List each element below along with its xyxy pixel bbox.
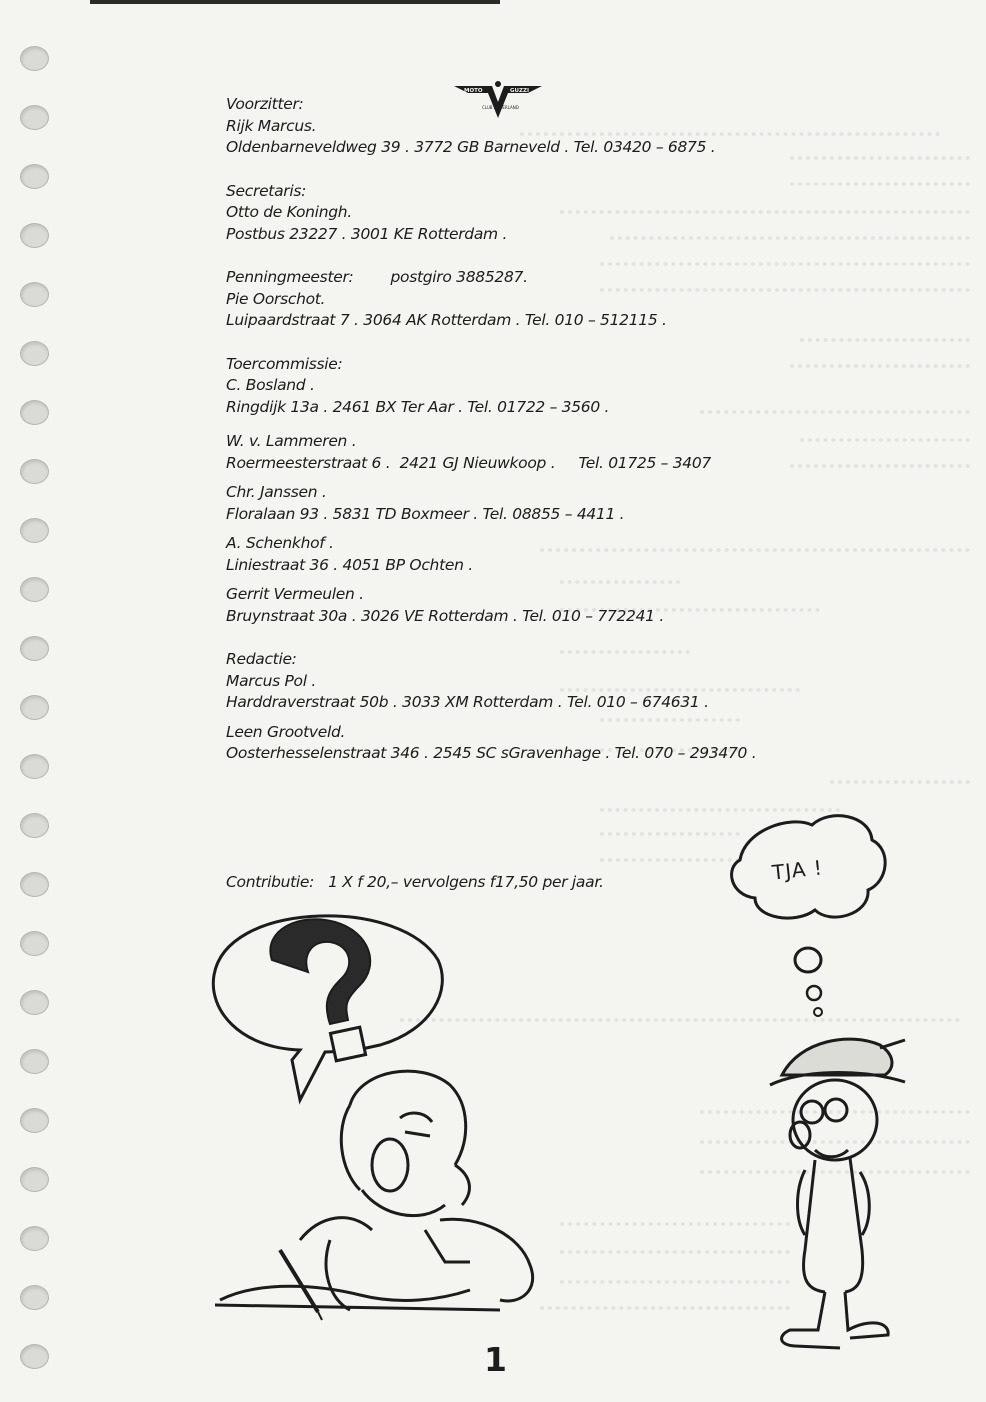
contact-name: Gerrit Vermeulen . xyxy=(226,585,364,603)
contact-address: Liniestraat 36 . 4051 BP Ochten . xyxy=(226,555,473,574)
page-number: 1 xyxy=(484,1340,507,1379)
section-label: Toercommissie: xyxy=(226,354,343,373)
contributie-label: Contributie: xyxy=(226,873,315,891)
contact-name: Otto de Koningh. xyxy=(226,203,352,221)
logo-left-word: MOTO xyxy=(464,88,483,94)
section-label: Penningmeester: postgiro 3885287. xyxy=(226,268,528,286)
contact-address: Luipaardstraat 7 . 3064 AK Rotterdam . Tel. 010 – 512115 . xyxy=(226,311,667,329)
contact-address: Roermeesterstraat 6 . 2421 GJ Nieuwkoop . Tel. 01725 – 3407 xyxy=(226,453,711,472)
question-mark-icon xyxy=(270,919,370,1024)
contact-address: Floralaan 93 . 5831 TD Boxmeer . Tel. 08855 – 4411 . xyxy=(226,504,625,523)
contact-name: Pie Oorschot. xyxy=(226,289,326,308)
contact-address: Bruynstraat 30a . 3026 VE Rotterdam . Tel. 010 – 772241 . xyxy=(226,606,664,625)
contact-name: A. Schenkhof . xyxy=(226,534,334,552)
standing-man-figure xyxy=(770,1039,905,1348)
logo-sub-text: CLUB NEDERLAND xyxy=(482,105,519,110)
contributie-amount: 1 X f 20,– vervolgens f17,50 per jaar. xyxy=(328,873,604,891)
contact-name: Marcus Pol . xyxy=(226,671,316,690)
contact-address: Harddraverstraat 50b . 3033 XM Rotterdam . Tel. 010 – 674631 . xyxy=(226,693,709,711)
contact-name: Leen Grootveld. xyxy=(226,722,346,741)
question-mark-dot xyxy=(330,1027,365,1061)
contact-address: Postbus 23227 . 3001 KE Rotterdam . xyxy=(226,224,508,243)
contact-address: Oosterhesselenstraat 346 . 2545 SC sGravenhage . Tel. 070 – 293470 . xyxy=(226,744,757,762)
contact-name: C. Bosland . xyxy=(226,376,315,394)
contact-name: Chr. Janssen . xyxy=(226,483,327,501)
section-label: Redactie: xyxy=(226,650,297,668)
section-label: Voorzitter: xyxy=(226,95,304,113)
contact-address: Oldenbarneveldweg 39 . 3772 GB Barneveld . Tel. 03420 – 6875 . xyxy=(226,138,716,156)
contact-address: Ringdijk 13a . 2461 BX Ter Aar . Tel. 01722 – 3560 . xyxy=(226,397,610,416)
thinking-man-figure xyxy=(215,1071,533,1320)
contact-name: W. v. Lammeren . xyxy=(226,432,357,450)
logo-right-word: GUZZI xyxy=(510,88,530,94)
thought-text: TJA ! xyxy=(770,855,824,885)
section-label: Secretaris: xyxy=(226,181,307,200)
contact-name: Rijk Marcus. xyxy=(226,116,317,135)
